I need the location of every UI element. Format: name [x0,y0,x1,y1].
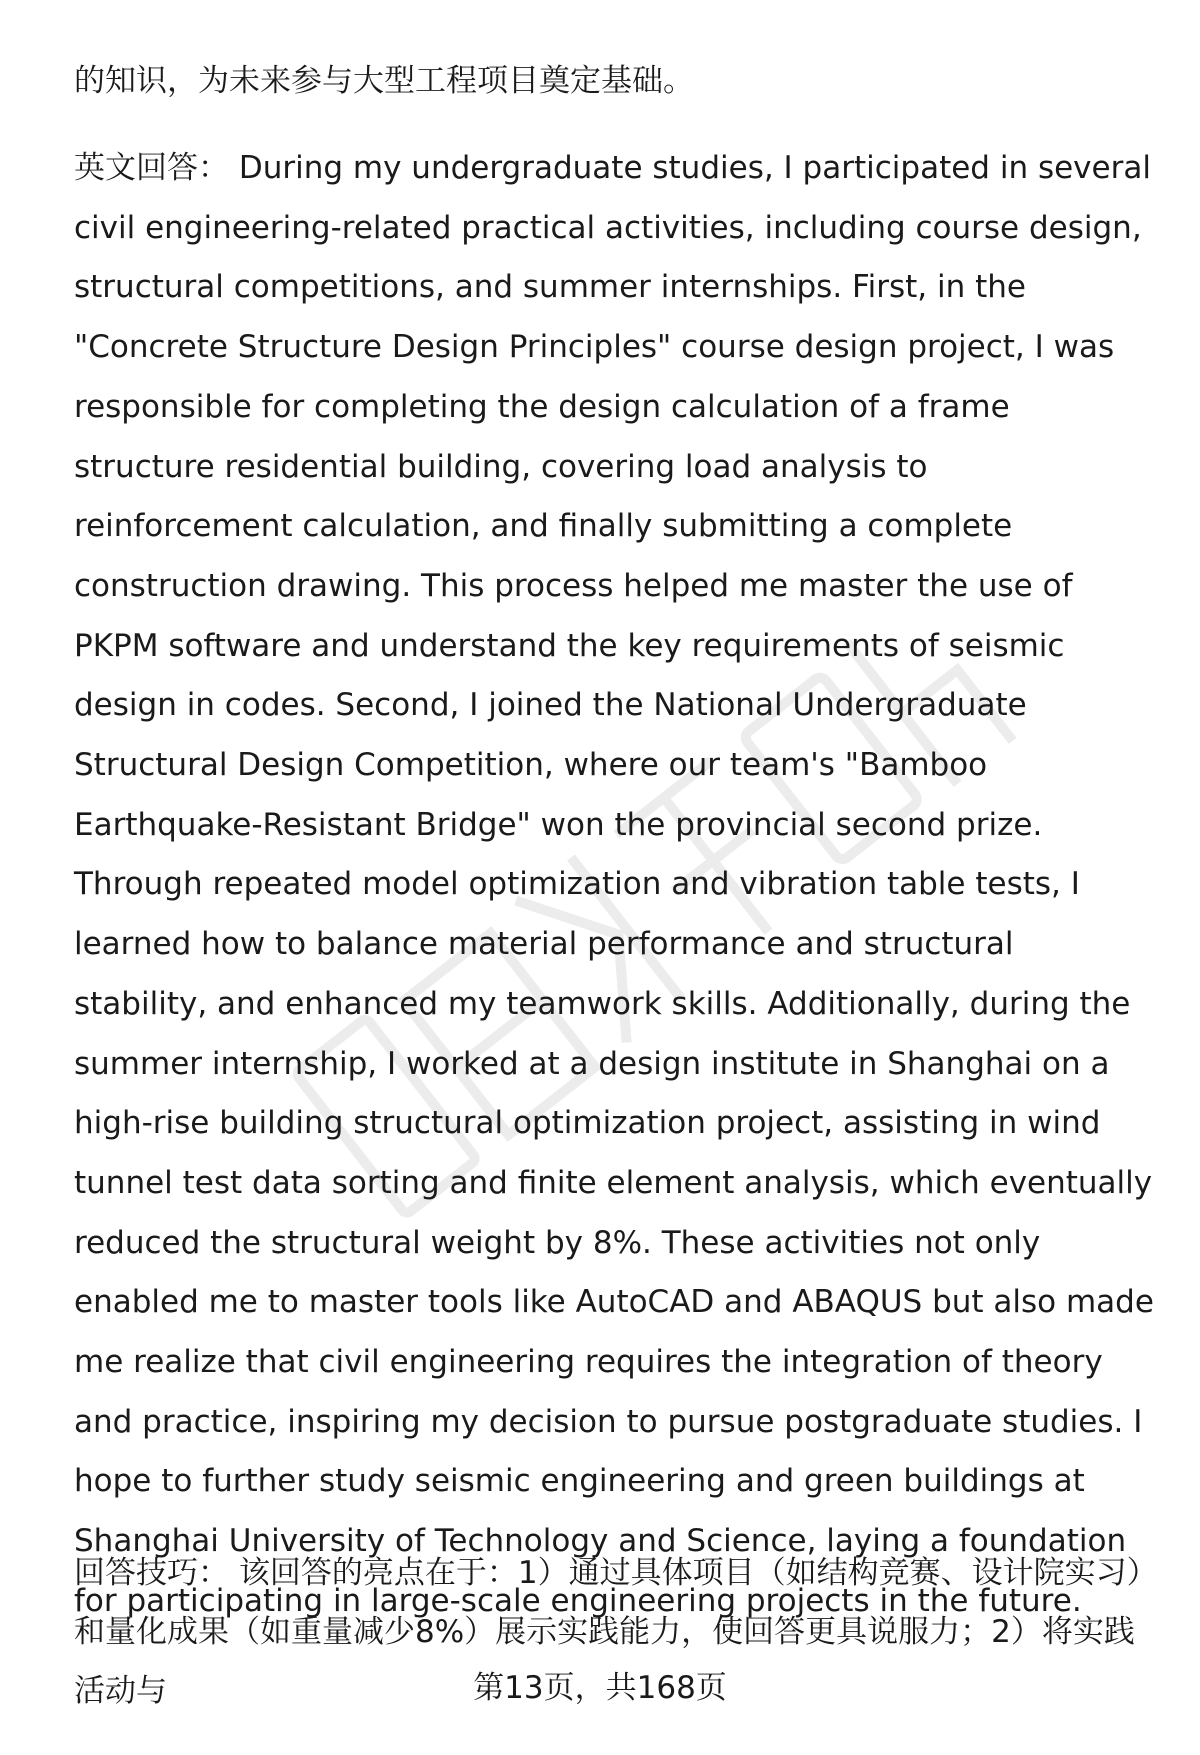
english-answer-label: 英文回答： [74,150,229,186]
tips-label: 回答技巧： [74,1555,229,1591]
english-answer-text: During my undergraduate studies, I participated in several civil engineering-related practical activities, including course design, structural competitions, and summer internships. First, in the "Concrete Structure Design Principles" course design project, I was responsible for completing the design calculation of a frame structure residential building, covering load analysis to reinforcement calculation, and finally submitting a complete construction drawing. This process helped me master the use of PKPM software and understand the key requirements of seismic design in codes. Second, I joined the National Undergraduate Structural Design Competition, where our team's "Bamboo Earthquake-Resistant Bridge" won the provincial second prize. Through repeated model optimization and vibration table tests, I learned how to balance material performance and structural stability, and enhanced my teamwork skills. Additionally, during the summer internship, I worked at a design institute in Shanghai on a high-rise building structural optimization project, assisting in wind tunnel test data sorting and finite element analysis, which eventually reduced the structural weight by 8%. These activities not only enabled me to master tools like AutoCAD and ABAQUS but also made me realize that civil engineering requires the integration of theory and practice, inspiring my decision to pursue postgraduate studies. I hope to further study seismic engineering and green buildings at Shanghai University of Technology and Science, laying a foundation for participating in large-scale engineering projects in the future. [74,150,1154,1619]
page-footer: 第13页，共168页 [473,1670,727,1706]
english-answer-paragraph [74,139,1154,1632]
intro-paragraph [74,52,1154,112]
tips-text: 该回答的亮点在于：1）通过具体项目（如结构竞赛、设计院实习）和量化成果（如重量减少8%）展示实践能力，使回答更具说服力；2）将实践活动与 [74,1555,1143,1709]
intro-text: 的知识，为未来参与大型工程项目奠定基础。 [74,63,694,99]
